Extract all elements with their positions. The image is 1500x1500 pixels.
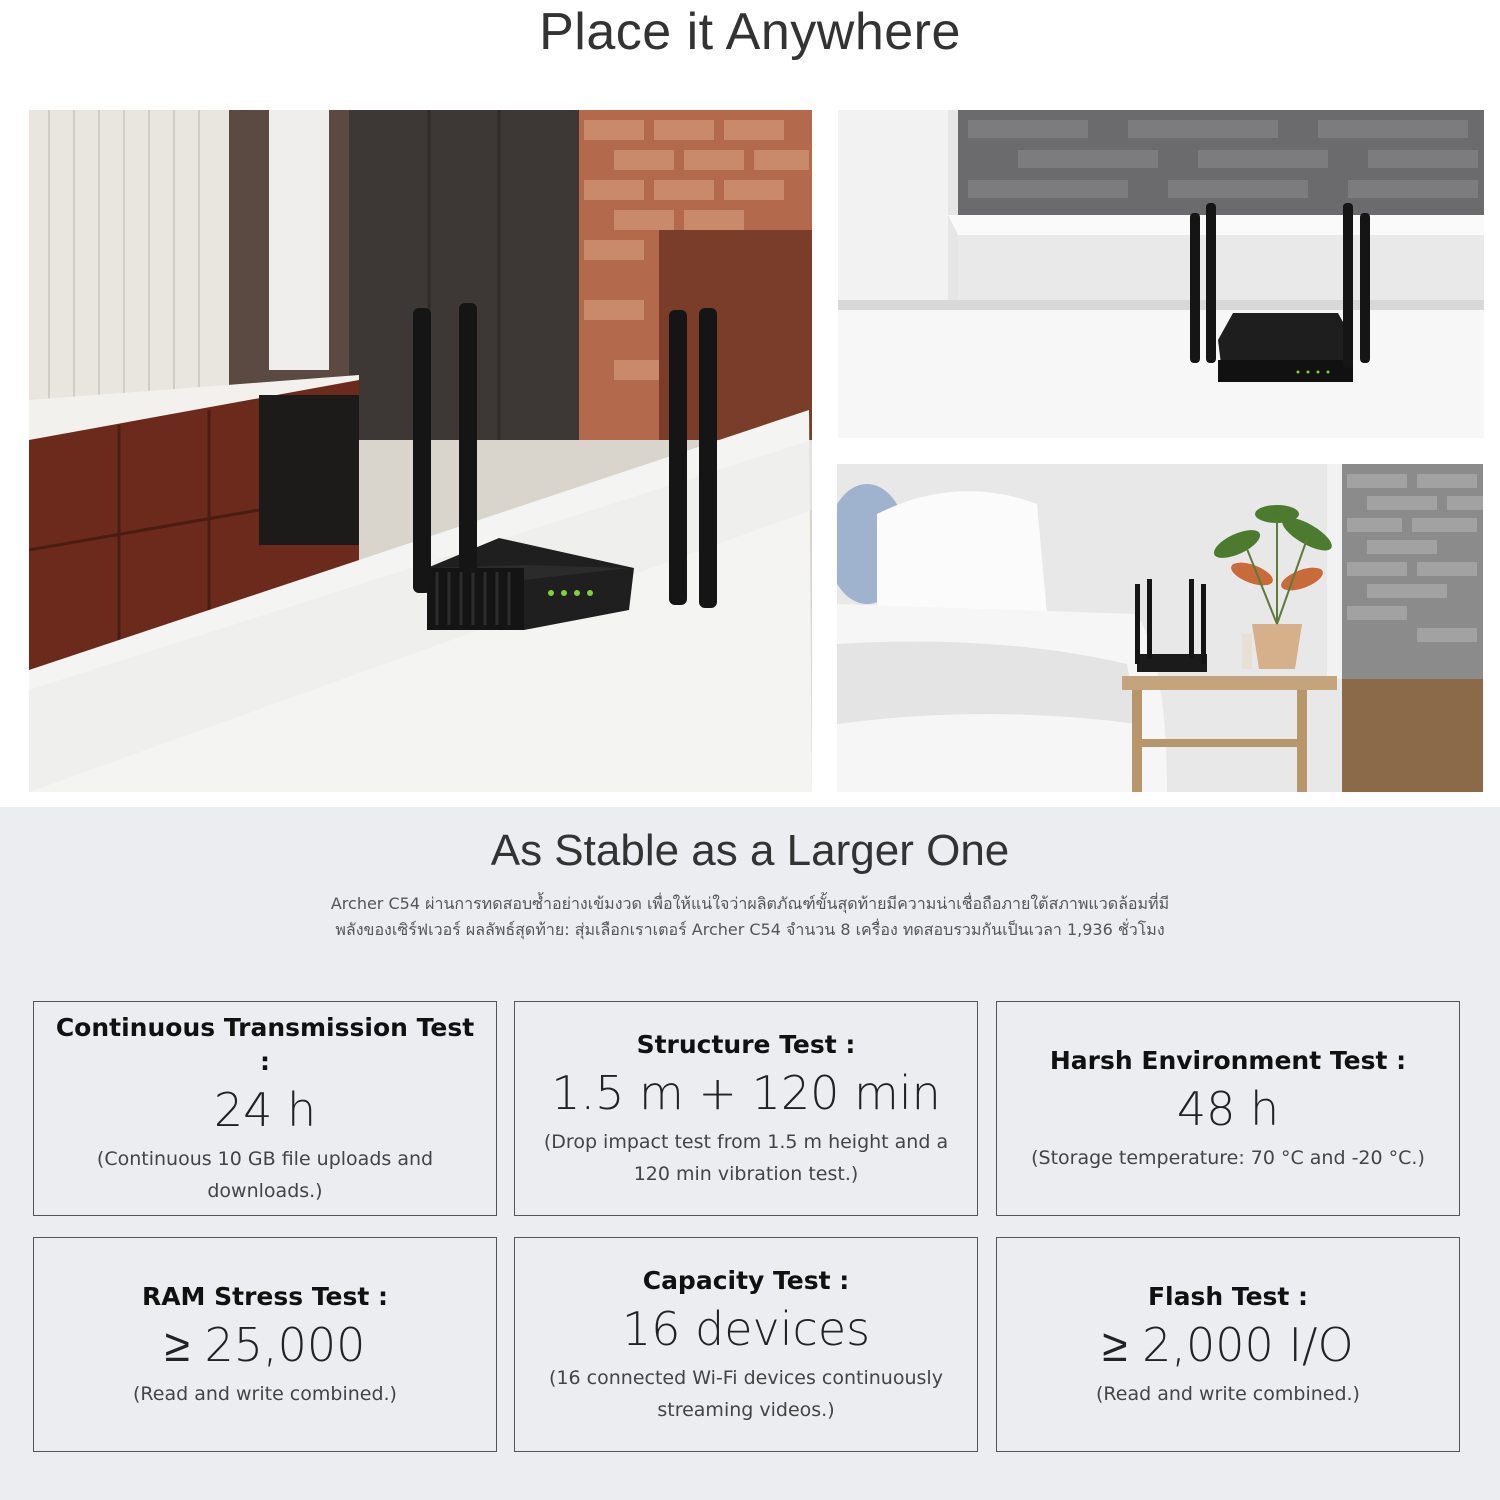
- description-line-2: พลังของเซิร์ฟเวอร์ ผลลัพธ์สุดท้าย: สุ่มเลือกเราเตอร์ Archer C54 จำนวน 8 เครื่อง ทดสอบรวมกันเป็นเวลา 1,936 ชั่วโมง: [335, 920, 1165, 939]
- test-card-structure: [514, 1001, 978, 1216]
- test-label: RAM Stress Test :: [141, 1281, 389, 1311]
- kitchen-router-photo: [29, 110, 812, 792]
- shelf-router-photo: [838, 110, 1484, 438]
- stability-description: [250, 891, 1250, 943]
- test-value: ≥ 25,000: [164, 1317, 366, 1372]
- test-value: 24 h: [213, 1082, 317, 1137]
- test-card-ram-stress: [33, 1237, 497, 1452]
- test-card-continuous-transmission: [33, 1001, 497, 1216]
- test-card-harsh-environment: [996, 1001, 1460, 1216]
- test-label: Harsh Environment Test :: [1049, 1045, 1407, 1075]
- test-note: (Continuous 10 GB file uploads and downloads.): [96, 1147, 434, 1202]
- test-value: 16 devices: [621, 1301, 871, 1356]
- test-card-capacity: [514, 1237, 978, 1452]
- test-note: (16 connected Wi-Fi devices continuously streaming videos.): [549, 1366, 943, 1421]
- test-note: (Storage temperature: 70 °C and -20 °C.): [1031, 1146, 1425, 1169]
- test-label: Structure Test :: [636, 1029, 856, 1059]
- test-note: (Drop impact test from 1.5 m height and a 120 min vibration test.): [543, 1130, 949, 1185]
- test-value: ≥ 2,000 I/O: [1102, 1317, 1354, 1372]
- stability-section: [0, 807, 1500, 1500]
- stability-title: As Stable as a Larger One: [490, 826, 1010, 875]
- test-value: 48 h: [1176, 1081, 1280, 1136]
- test-note: (Read and write combined.): [1096, 1382, 1360, 1405]
- place-anywhere-title: Place it Anywhere: [539, 3, 961, 61]
- test-label: Flash Test :: [1147, 1281, 1309, 1311]
- test-note: (Read and write combined.): [133, 1382, 397, 1405]
- description-line-1: Archer C54 ผ่านการทดสอบซ้ำอย่างเข้มงวด เพื่อให้แน่ใจว่าผลิตภัณฑ์ขั้นสุดท้ายมีความน่าเชื่อถือภายใต้สภาพแวดล้อมที่มี: [330, 894, 1170, 913]
- test-label: Capacity Test :: [642, 1265, 850, 1295]
- test-value: 1.5 m + 120 min: [551, 1065, 941, 1120]
- bedroom-router-photo: [837, 464, 1483, 792]
- test-card-flash: [996, 1237, 1460, 1452]
- test-label: Continuous Transmission Test :: [55, 1012, 475, 1076]
